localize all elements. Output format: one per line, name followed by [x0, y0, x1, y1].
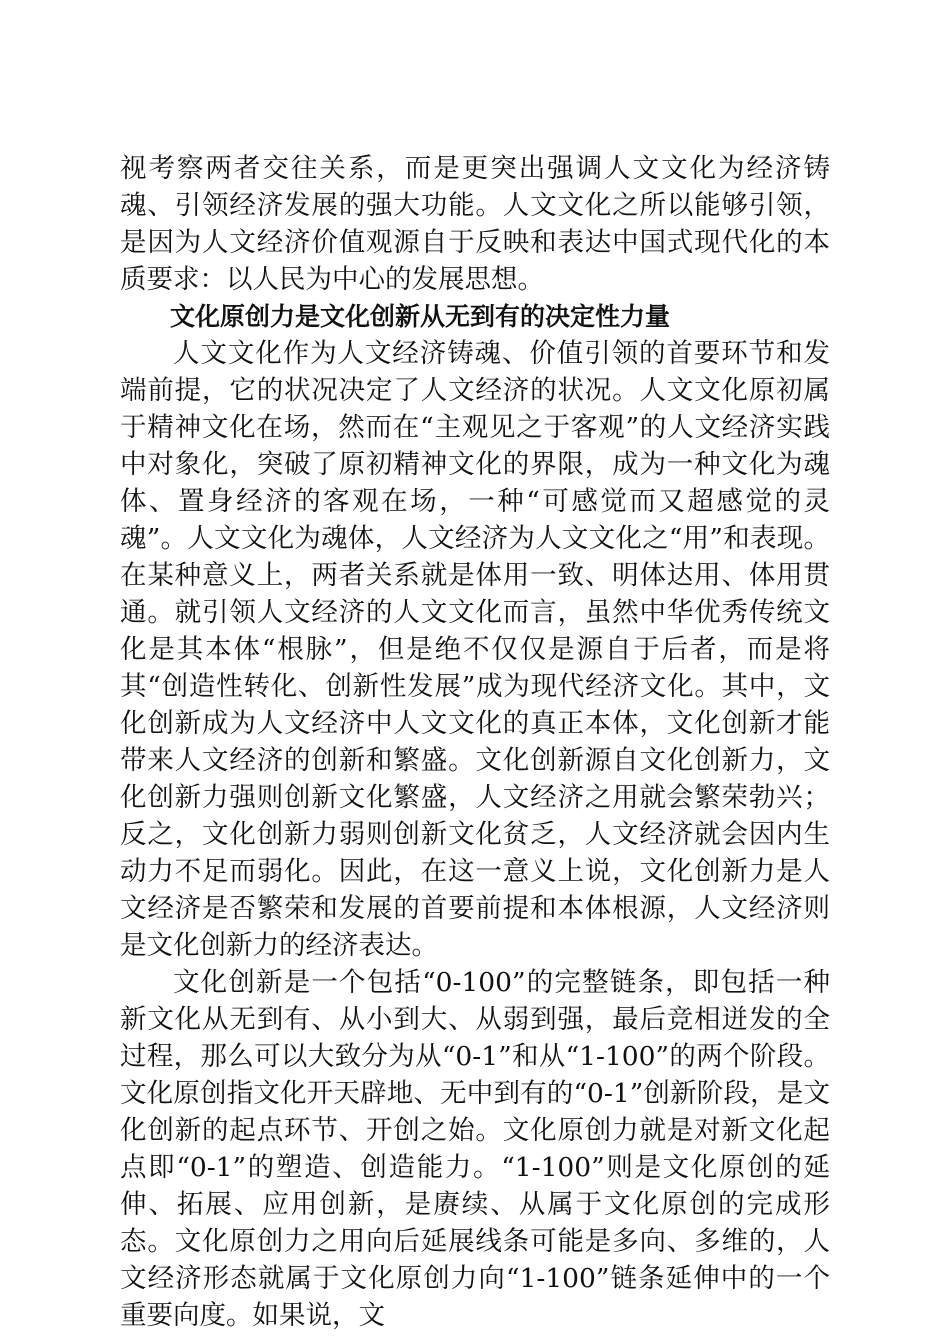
paragraph-2: 人文文化作为人文经济铸魂、价值引领的首要环节和发端前提，它的状况决定了人文经济的状况。人文文化原初属于精神文化在场，然而在“主观见之于客观”的人文经济实践中对象化，突破了原初精神文化的界限，成为一种文化为魂体、置身经济的客观在场，一种“可感觉而又超感觉的灵魂”。人文文化为魂体，人文经济为人文文化之“用”和表现。在某种意义上，两者关系就是体用一致、明体达用、体用贯通。就引领人文经济的人文文化而言，虽然中华优秀传统文化是其本体“根脉”，但是绝不仅仅是源自于后者，而是将其“创造性转化、创新性发展”成为现代经济文化。其中，文化创新成为人文经济中人文文化的真正本体，文化创新才能带来人文经济的创新和繁盛。文化创新源自文化创新力，文化创新力强则创新文化繁盛，人文经济之用就会繁荣勃兴；反之，文化创新力弱则创新文化贫乏，人文经济就会因内生动力不足而弱化。因此，在这一意义上说，文化创新力是人文经济是否繁荣和发展的首要前提和本体根源，人文经济则是文化创新力的经济表达。 [120, 338, 830, 961]
document-body [120, 150, 830, 1334]
paragraph-continuation: 视考察两者交往关系，而是更突出强调人文文化为经济铸魂、引领经济发展的强大功能。人文文化之所以能够引领，是因为人文经济价值观源自于反映和表达中国式现代化的本质要求：以人民为中心的发展思想。 [120, 153, 830, 295]
section-heading: 文化原创力是文化创新从无到有的决定性力量 [170, 302, 671, 331]
paragraph-3: 文化创新是一个包括“0-100”的完整链条，即包括一种新文化从无到有、从小到大、从弱到强，最后竞相迸发的全过程，那么可以大致分为从“0-1”和从“1-100”的两个阶段。文化原创指文化开天辟地、无中到有的“0-1”创新阶段，是文化创新的起点环节、开创之始。文化原创力就是对新文化起点即“0-1”的塑造、创造能力。“1-100”则是文化原创的延伸、拓展、应用创新，是赓续、从属于文化原创的完成形态。文化原创力之用向后延展线条可能是多向、多维的，人文经济形态就属于文化原创力向“1-100”链条延伸中的一个重要向度。如果说，文 [120, 967, 830, 1331]
